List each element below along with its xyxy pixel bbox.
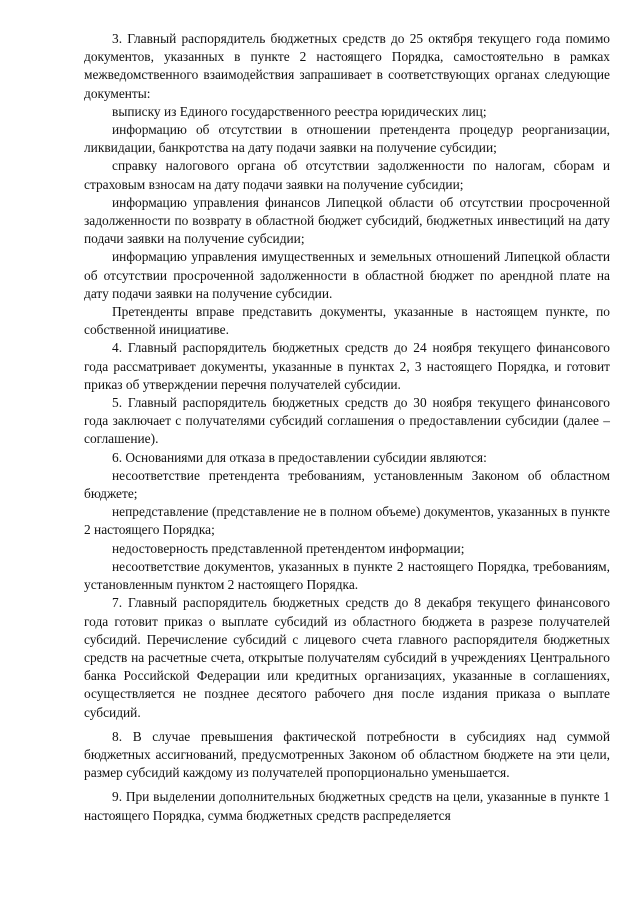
list-item-requirements-mismatch: несоответствие претендента требованиям, установленным Законом об областном бюджете; <box>84 467 610 502</box>
paragraph-own-initiative: Претенденты вправе представить документы, указанные в настоящем пункте, по собственной инициативе. <box>84 304 610 338</box>
paragraph-item-6: 6. Основаниями для отказа в предоставлении субсидии являются: <box>112 449 487 465</box>
list-item-egrul-extract: выписку из Единого государственного реестра юридических лиц; <box>112 103 487 119</box>
list-item-tax-certificate: справку налогового органа об отсутствии задолженности по налогам, сборам и страховым взносам на дату подачи заявки на получение субсидии; <box>84 158 610 192</box>
paragraph-item-7: 7. Главный распорядитель бюджетных средств до 8 декабря текущего финансового года готовит приказ о выплате субсидий из областного бюджета в разрезе получателей субсидий. Перечисление субсидий с лицевого счета главного распорядителя бюджетных средств на расчетные счета, открытые получателям субсидий в учреждениях Центрального банка Российской Федерации или кредитных организациях, указанные в соглашениях, осуществляется не позднее десятого рабочего дня после издания приказа о выплате субсидий. <box>84 595 610 720</box>
paragraph-item-8: 8. В случае превышения фактической потребности в субсидиях над суммой бюджетных ассигнований, предусмотренных Законом об областном бюджете на эти цели, размер субсидий каждому из получателей пропорционально уменьшается. <box>84 728 610 781</box>
list-item-reorganization-info: информацию об отсутствии в отношении претендента процедур реорганизации, ликвидации, банкротства на дату подачи заявки на получение субсидии; <box>84 122 610 156</box>
list-item-documents-missing: непредставление (представление не в полном объеме) документов, указанных в пункте 2 настоящего Порядка; <box>84 504 610 538</box>
document-page <box>84 30 610 825</box>
paragraph-item-3: 3. Главный распорядитель бюджетных средств до 25 октября текущего года помимо документов, указанных в пункте 2 настоящего Порядка, самостоятельно в рамках межведомственного взаимодействия запрашивает в соответствующих органах следующие документы: <box>84 31 610 101</box>
list-item-finance-office-info: информацию управления финансов Липецкой области об отсутствии просроченной задолженности по возврату в областной бюджет субсидий, бюджетных инвестиций на дату подачи заявки на получение субсидии; <box>84 194 610 247</box>
paragraph-item-5: 5. Главный распорядитель бюджетных средств до 30 ноября текущего финансового года заключает с получателями субсидий соглашения о предоставлении субсидии (далее – соглашение). <box>84 395 610 447</box>
list-item-property-office-info: информацию управления имущественных и земельных отношений Липецкой области об отсутствии просроченной задолженности в областной бюджет по арендной плате на дату подачи заявки на получение субсидии. <box>84 249 610 301</box>
paragraph-item-9: 9. При выделении дополнительных бюджетных средств на цели, указанные в пункте 1 настоящего Порядка, сумма бюджетных средств распределяется <box>84 789 610 823</box>
list-item-documents-mismatch: несоответствие документов, указанных в пункте 2 настоящего Порядка, требованиям, установленным пунктом 2 настоящего Порядка. <box>84 558 610 593</box>
paragraph-item-4: 4. Главный распорядитель бюджетных средств до 24 ноября текущего финансового года рассматривает документы, указанные в пунктах 2, 3 настоящего Порядка, и готовит приказ об утверждении перечня получателей субсидии. <box>84 340 610 392</box>
list-item-false-information: недостоверность представленной претендентом информации; <box>112 540 465 556</box>
